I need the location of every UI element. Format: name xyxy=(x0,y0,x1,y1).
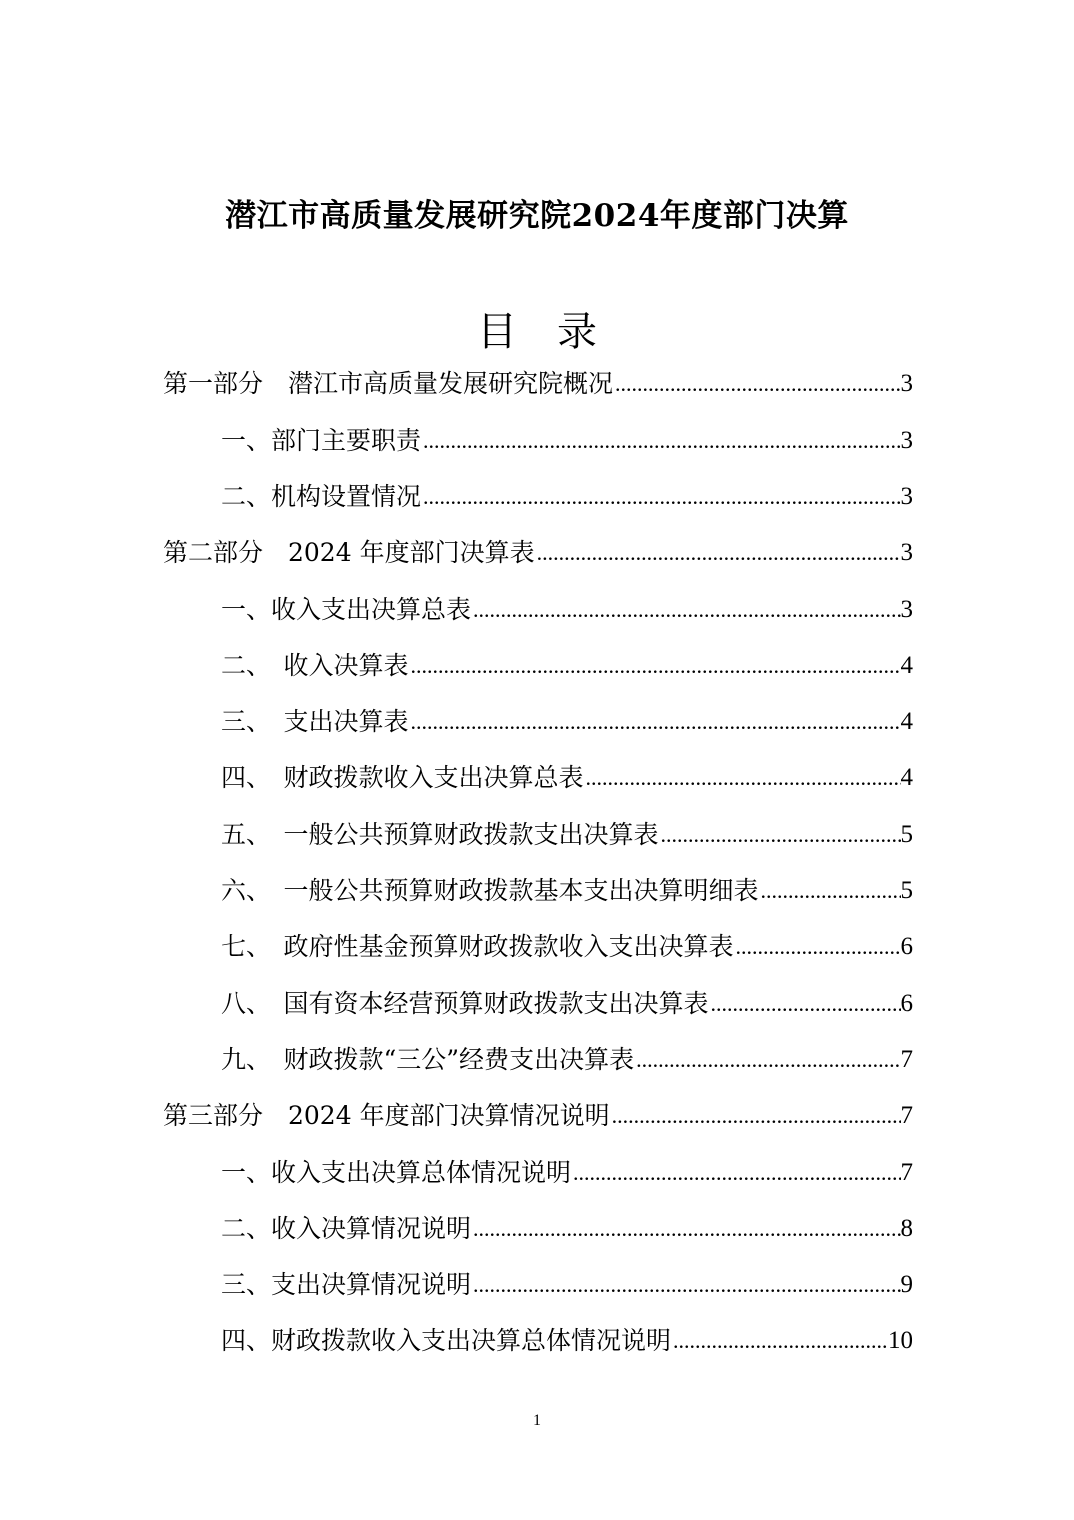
dot-leader xyxy=(634,1040,900,1080)
toc-entry[interactable] xyxy=(221,1265,913,1305)
toc-entry-page: 7 xyxy=(900,1046,913,1073)
dot-leader xyxy=(613,364,900,404)
toc-entry-text: 九、 财政拨款“三公”经费支出决算表 xyxy=(221,1045,635,1074)
toc-entry-page: 6 xyxy=(900,933,913,960)
toc-entry-text: 第一部分 潜江市高质量发展研究院概况 xyxy=(163,369,614,398)
toc-entry-text: 四、财政拨款收入支出决算总体情况说明 xyxy=(221,1326,672,1355)
toc-entry-page: 8 xyxy=(900,1215,913,1242)
dot-leader xyxy=(471,1265,900,1305)
toc-entry-text: 四、 财政拨款收入支出决算总表 xyxy=(221,763,584,792)
toc-entry-text: 三、 支出决算表 xyxy=(221,707,409,736)
dot-leader xyxy=(759,871,901,911)
toc-entry[interactable] xyxy=(221,1209,913,1249)
toc-entry[interactable] xyxy=(221,477,913,517)
toc-entry[interactable] xyxy=(221,1321,913,1361)
toc-entry[interactable] xyxy=(221,702,913,742)
toc-entry-page: 3 xyxy=(900,539,913,566)
dot-leader xyxy=(584,758,901,798)
dot-leader xyxy=(734,927,901,967)
toc-entry[interactable] xyxy=(221,421,913,461)
dot-leader xyxy=(471,590,900,630)
dot-leader xyxy=(709,984,901,1024)
toc-entry-text: 八、 国有资本经营预算财政拨款支出决算表 xyxy=(221,989,709,1018)
toc-entry-page: 4 xyxy=(900,708,913,735)
toc-entry-page: 9 xyxy=(900,1271,913,1298)
dot-leader xyxy=(659,815,901,855)
toc-entry[interactable] xyxy=(221,646,913,686)
toc-entry-text: 三、支出决算情况说明 xyxy=(221,1270,472,1299)
toc-entry-text: 五、 一般公共预算财政拨款支出决算表 xyxy=(221,820,659,849)
toc-entry-page: 3 xyxy=(900,483,913,510)
dot-leader xyxy=(535,533,901,573)
toc-entry-text: 一、收入支出决算总表 xyxy=(221,595,472,624)
toc-entry-text: 一、收入支出决算总体情况说明 xyxy=(221,1158,572,1187)
toc-entry[interactable] xyxy=(221,871,913,911)
toc-entry-page: 3 xyxy=(900,370,913,397)
toc-entry-text: 七、 政府性基金预算财政拨款收入支出决算表 xyxy=(221,932,734,961)
dot-leader xyxy=(409,702,901,742)
toc-entry[interactable] xyxy=(221,984,913,1024)
toc-entry-page: 7 xyxy=(900,1159,913,1186)
toc-entry[interactable] xyxy=(221,758,913,798)
dot-leader xyxy=(671,1321,888,1361)
toc-entry-text: 一、部门主要职责 xyxy=(221,426,422,455)
toc-entry-page: 3 xyxy=(900,427,913,454)
toc-entry[interactable] xyxy=(221,590,913,630)
toc-entry-text: 二、 收入决算表 xyxy=(221,651,409,680)
dot-leader xyxy=(409,646,901,686)
dot-leader xyxy=(421,477,900,517)
toc-entry[interactable] xyxy=(221,1153,913,1193)
dot-leader xyxy=(571,1153,900,1193)
toc-entry-page: 6 xyxy=(900,990,913,1017)
toc-entry-text: 二、收入决算情况说明 xyxy=(221,1214,472,1243)
toc-entry-page: 4 xyxy=(900,764,913,791)
toc-entry[interactable] xyxy=(163,533,913,573)
toc-entry-page: 4 xyxy=(900,652,913,679)
toc-entry[interactable] xyxy=(221,1040,913,1080)
toc-entry-page: 3 xyxy=(900,596,913,623)
dot-leader xyxy=(610,1096,901,1136)
document-title: 潜江市高质量发展研究院2024年度部门决算 xyxy=(225,198,849,234)
toc-entry-page: 5 xyxy=(900,821,913,848)
toc-entry-text: 第三部分 2024 年度部门决算情况说明 xyxy=(163,1101,610,1130)
dot-leader xyxy=(471,1209,900,1249)
toc-entry-page: 10 xyxy=(888,1327,913,1354)
page-number: 1 xyxy=(533,1412,541,1429)
toc-entry[interactable] xyxy=(221,927,913,967)
toc-entry[interactable] xyxy=(163,364,913,404)
toc-entry-text: 二、机构设置情况 xyxy=(221,482,422,511)
toc-entry[interactable] xyxy=(163,1096,913,1136)
toc-entry-text: 第二部分 2024 年度部门决算表 xyxy=(163,538,535,567)
toc-entry-text: 六、 一般公共预算财政拨款基本支出决算明细表 xyxy=(221,876,759,905)
toc-heading: 目 录 xyxy=(477,309,597,355)
toc-entry-page: 7 xyxy=(900,1102,913,1129)
toc-entry[interactable] xyxy=(221,815,913,855)
dot-leader xyxy=(421,421,900,461)
toc-entry-page: 5 xyxy=(900,877,913,904)
